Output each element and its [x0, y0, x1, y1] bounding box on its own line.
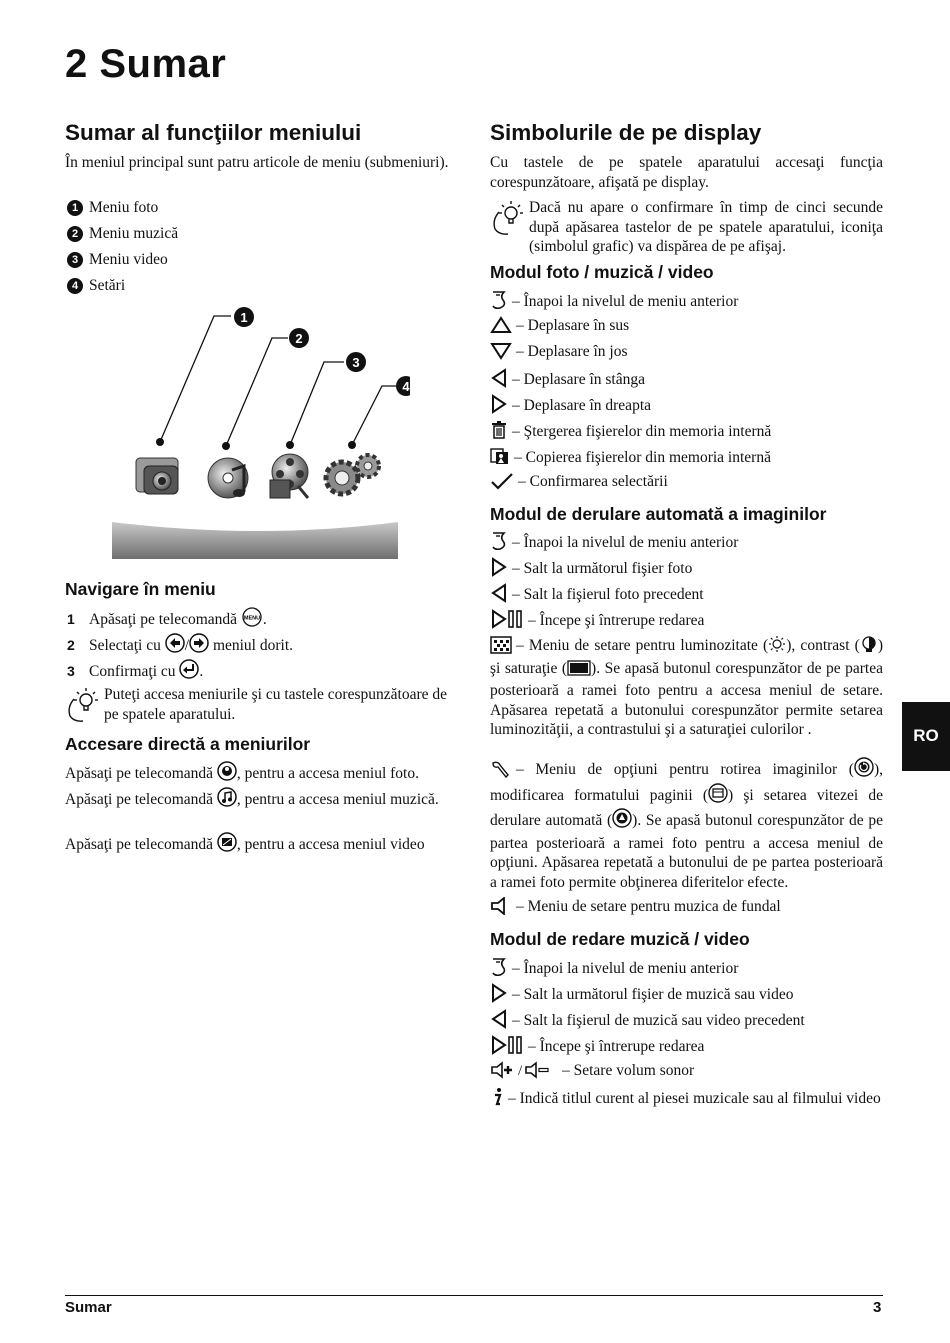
- menu-item-photo: 1 Meniu foto: [67, 198, 158, 218]
- page-format-icon: [708, 783, 728, 809]
- ss-options-menu: – Meniu de opţiuni pentru rotirea imaginilor ( ), modificarea formatului paginii ( ) şi setarea vitezei de derulare automată ( ). Se apasă butonul corespunzător de pe partea posterioară a ramei foto pentru a accesa meniul de opţiuni. Apăsarea repetată a butonului de pe partea posterioară a ramei foto permite obţinerea diferitelor efecte.: [490, 757, 883, 892]
- left-triangle-icon: [490, 1009, 508, 1029]
- mv-volume: / – Setare volum sonor: [490, 1061, 694, 1081]
- ss-music-menu: – Meniu de setare pentru muzica de fundal: [490, 897, 781, 917]
- play-pause-icon: [490, 609, 524, 629]
- ss-next: – Salt la următorul fişier foto: [490, 557, 692, 579]
- callout-2: 2: [295, 331, 303, 346]
- right-triangle-icon: [490, 557, 508, 577]
- direct-access-heading: Accesare directă a meniurilor: [65, 734, 311, 754]
- ss-previous: – Salt la fişierul foto precedent: [490, 583, 704, 605]
- pmv-delete: – Ştergerea fişierelor din memoria internă: [490, 420, 771, 442]
- menu-summary-heading: Sumar al funcţiilor meniului: [65, 120, 362, 145]
- left-triangle-icon: [490, 583, 508, 603]
- pmv-copy: – Copierea fişierelor din memoria internă: [490, 446, 771, 468]
- mv-next: – Salt la următorul fişier de muzică sau video: [490, 983, 794, 1005]
- right-triangle-icon: [490, 394, 508, 414]
- checkmark-icon: [490, 472, 514, 490]
- callout-1: 1: [240, 310, 248, 325]
- menu-item-video: 3 Meniu video: [67, 250, 168, 270]
- slideshow-speed-icon: [612, 808, 632, 834]
- play-pause-icon: [490, 1035, 524, 1055]
- svg-text:MENU: MENU: [243, 615, 261, 622]
- nav-step-3: 3 Confirmaţi cu .: [67, 659, 203, 685]
- pmv-up: – Deplasare în sus: [490, 316, 629, 336]
- enter-key-icon: [179, 659, 199, 685]
- page-number: 3: [873, 1299, 882, 1316]
- nav-step-2: 2 Selectaţi cu / meniul dorit.: [67, 633, 293, 659]
- speaker-icon: [490, 897, 512, 915]
- volume-up-down-icon: [490, 1061, 558, 1079]
- trash-icon: [490, 420, 508, 440]
- tip-icon: [65, 685, 101, 728]
- copy-icon: [490, 446, 510, 466]
- music-menu-icon: [208, 458, 248, 498]
- ss-brightness-menu: – Meniu de setare pentru luminozitate ( ), contrast ( ) şi saturaţie ( ). Se apasă butonul corespunzător de pe partea posterioară a ramei foto pentru a accesa meniul de setare. Apăsarea repetată a butonului corespunzător permite setarea luminozităţii, a contrastului şi a saturaţiei culorilor .: [490, 637, 884, 738]
- sun-icon: [768, 635, 786, 659]
- pmv-down: – Deplasare în jos: [490, 342, 627, 362]
- back-icon: [490, 290, 508, 310]
- brightness-menu-icon: [490, 636, 512, 654]
- nav-step-1: 1 Apăsaţi pe telecomandă MENU .: [67, 607, 267, 633]
- mv-previous: – Salt la fişierul de muzică sau video precedent: [490, 1009, 805, 1031]
- left-triangle-icon: [490, 368, 508, 388]
- language-tab: RO: [902, 702, 950, 771]
- back-icon: [490, 957, 508, 977]
- pmv-confirm: – Confirmarea selectării: [490, 472, 668, 492]
- slideshow-heading: Modul de derulare automată a imaginilor: [490, 504, 827, 524]
- right-triangle-icon: [490, 983, 508, 1003]
- pmv-left: – Deplasare în stânga: [490, 368, 645, 390]
- contrast-icon: [860, 635, 878, 659]
- menu-key-icon: [241, 607, 263, 633]
- footer-rule: [65, 1295, 883, 1296]
- page-title: 2 Sumar: [65, 42, 227, 86]
- display-tip: Dacă nu apare o confirmare în timp de cinci secunde după apăsarea tastelor de pe spatele aparatului, iconiţa (simbolul grafic) va dispărea de pe afişaj.: [529, 199, 883, 255]
- display-symbols-intro: Cu tastele de pe spatele aparatului accesaţi funcţia corespunzătoare, afişată pe display.: [490, 154, 883, 191]
- right-arrow-key-icon: [189, 633, 209, 659]
- mv-title-info: – Indică titlul curent al piesei muzicale sau al filmului video: [490, 1087, 883, 1109]
- left-arrow-key-icon: [165, 633, 185, 659]
- menu-item-settings: 4 Setări: [67, 276, 125, 296]
- display-symbols-heading: Simbolurile de pe display: [490, 120, 762, 145]
- settings-menu-icon: [326, 455, 379, 494]
- saturation-icon: [567, 660, 591, 682]
- photo-music-video-heading: Modul foto / muzică / video: [490, 262, 714, 282]
- menu-item-music: 2 Meniu muzică: [67, 224, 178, 244]
- video-key-icon: [217, 832, 237, 858]
- direct-access-photo: Apăsaţi pe telecomandă , pentru a accesa meniul foto.: [65, 761, 458, 787]
- rotate-icon: [854, 757, 874, 783]
- callout-3: 3: [352, 355, 360, 370]
- mv-play-pause: – Începe şi întrerupe redarea: [490, 1035, 704, 1057]
- music-key-icon: [217, 787, 237, 813]
- pmv-right: – Deplasare în dreapta: [490, 394, 651, 416]
- navigation-heading: Navigare în meniu: [65, 579, 216, 599]
- down-triangle-icon: [490, 342, 512, 360]
- callout-4: 4: [402, 379, 410, 394]
- direct-access-video: Apăsaţi pe telecomandă , pentru a accesa meniul video: [65, 832, 465, 858]
- video-menu-icon: [270, 454, 308, 498]
- nav-tip: Puteţi accesa meniurile şi cu tastele corespunzătoare de pe spatele aparatului.: [104, 686, 447, 723]
- direct-access-music: Apăsaţi pe telecomandă , pentru a accesa meniul muzică.: [65, 787, 458, 813]
- menu-illustration: [110, 300, 410, 562]
- mv-back: – Înapoi la nivelul de meniu anterior: [490, 957, 738, 979]
- music-video-playback-heading: Modul de redare muzică / video: [490, 929, 750, 949]
- ss-play-pause: – Începe şi întrerupe redarea: [490, 609, 704, 631]
- menu-summary-intro: În meniul principal sunt patru articole de meniu (submeniuri).: [65, 154, 449, 171]
- pmv-back: – Înapoi la nivelul de meniu anterior: [490, 290, 738, 312]
- footer-section: Sumar: [65, 1299, 112, 1316]
- info-icon: [490, 1087, 504, 1107]
- photo-key-icon: [217, 761, 237, 787]
- tip-icon: [490, 198, 526, 241]
- wrench-icon: [490, 760, 512, 778]
- back-icon: [490, 531, 508, 551]
- up-triangle-icon: [490, 316, 512, 334]
- svg-text:/: /: [518, 1063, 523, 1079]
- ss-back: – Înapoi la nivelul de meniu anterior: [490, 531, 738, 553]
- photo-menu-icon: [136, 458, 178, 494]
